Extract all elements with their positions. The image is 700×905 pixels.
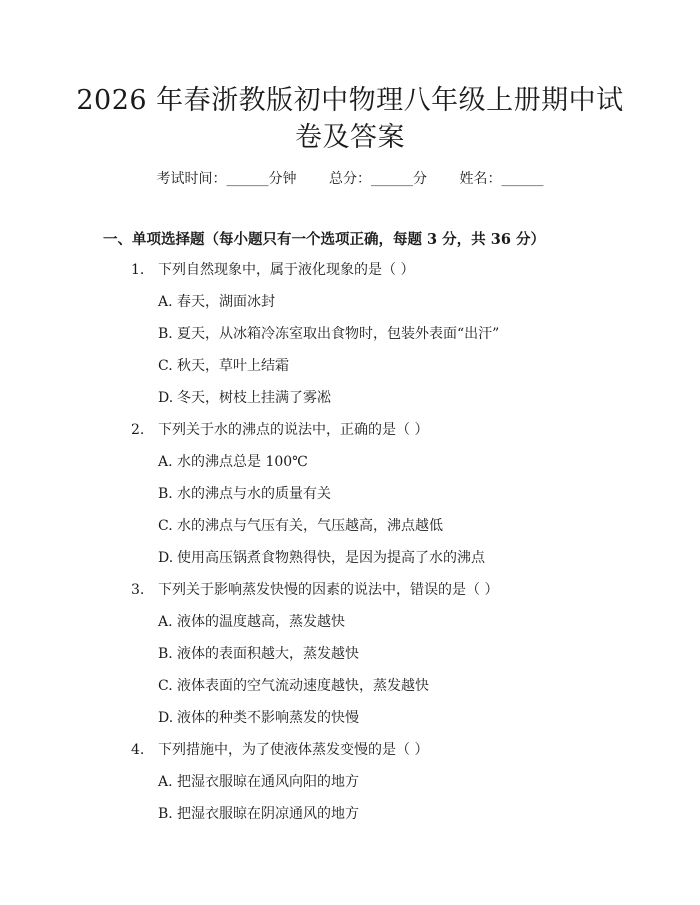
option-letter: D.	[158, 550, 174, 566]
option-4a	[158, 773, 359, 791]
option-1a	[158, 293, 275, 311]
title-line-2: 卷及答案	[295, 122, 405, 153]
option-text: 把湿衣服晾在通风向阳的地方	[177, 774, 359, 790]
question-1	[131, 261, 414, 279]
question-number: 3.	[131, 582, 145, 598]
option-1d	[158, 389, 331, 407]
option-text: 春天，湖面冰封	[177, 294, 275, 310]
option-text: 水的沸点与气压有关，气压越高，沸点越低	[177, 518, 443, 534]
option-text: 水的沸点总是 100℃	[177, 454, 308, 470]
option-letter: D.	[158, 390, 174, 406]
question-3	[131, 581, 498, 599]
question-number: 4.	[131, 742, 145, 758]
option-3b	[158, 645, 359, 663]
option-letter: A.	[158, 614, 173, 630]
option-2b	[158, 485, 331, 503]
option-letter: A.	[158, 454, 173, 470]
option-text: 水的沸点与水的质量有关	[177, 486, 331, 502]
option-text: 冬天，树枝上挂满了雾凇	[177, 390, 331, 406]
section-heading: 一、单项选择题（每小题只有一个选项正确，每题 3 分，共 36 分）	[103, 231, 545, 248]
document-title	[0, 82, 700, 156]
option-letter: B.	[158, 806, 173, 822]
option-2d	[158, 549, 485, 567]
option-text: 使用高压锅煮食物熟得快，是因为提高了水的沸点	[177, 550, 485, 566]
option-letter: B.	[158, 486, 173, 502]
option-text: 秋天，草叶上结霜	[177, 358, 289, 374]
option-text: 夏天，从冰箱冷冻室取出食物时，包装外表面“出汗”	[177, 326, 500, 342]
exam-time-field: 考试时间：______分钟	[156, 171, 297, 187]
option-letter: C.	[158, 518, 173, 534]
question-text: 下列措施中，为了使液体蒸发变慢的是（ ）	[158, 742, 429, 758]
option-letter: A.	[158, 294, 173, 310]
question-2	[131, 421, 428, 439]
option-3c	[158, 677, 429, 695]
question-text: 下列自然现象中，属于液化现象的是（ ）	[158, 262, 415, 278]
question-number: 2.	[131, 422, 145, 438]
option-text: 把湿衣服晾在阴凉通风的地方	[177, 806, 359, 822]
option-letter: A.	[158, 774, 173, 790]
question-text: 下列关于影响蒸发快慢的因素的说法中，错误的是（ ）	[158, 582, 499, 598]
exam-info	[0, 168, 700, 188]
option-text: 液体的种类不影响蒸发的快慢	[177, 710, 359, 726]
question-number: 1.	[131, 262, 145, 278]
question-text: 下列关于水的沸点的说法中，正确的是（ ）	[158, 422, 429, 438]
option-2a	[158, 453, 308, 471]
option-letter: D.	[158, 710, 174, 726]
option-1b	[158, 325, 499, 343]
option-letter: B.	[158, 646, 173, 662]
option-letter: C.	[158, 678, 173, 694]
title-line-1: 2026 年春浙教版初中物理八年级上册期中试	[76, 85, 624, 116]
option-2c	[158, 517, 443, 535]
option-1c	[158, 357, 289, 375]
option-3d	[158, 709, 359, 727]
total-score-field: 总分：______分	[329, 171, 427, 187]
option-3a	[158, 613, 345, 631]
option-text: 液体的表面积越大，蒸发越快	[177, 646, 359, 662]
question-4	[131, 741, 428, 759]
option-text: 液体表面的空气流动速度越快，蒸发越快	[177, 678, 429, 694]
option-4b	[158, 805, 359, 823]
student-name-field: 姓名：______	[459, 171, 544, 187]
option-letter: B.	[158, 326, 173, 342]
option-text: 液体的温度越高，蒸发越快	[177, 614, 345, 630]
option-letter: C.	[158, 358, 173, 374]
